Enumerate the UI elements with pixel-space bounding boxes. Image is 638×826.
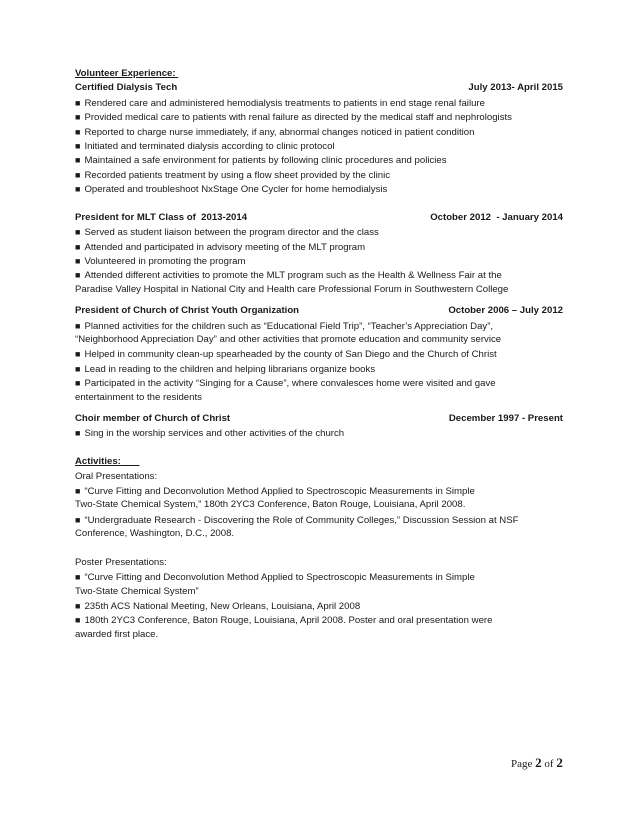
bullet-icon: ■ bbox=[75, 184, 81, 195]
bullet-icon: ■ bbox=[75, 241, 81, 252]
bullet-item: ■ Maintained a safe environment for patients by following clinic procedures and policies bbox=[75, 155, 447, 167]
entry-title: Choir member of Church of Christ bbox=[75, 412, 231, 424]
of-word: of bbox=[544, 758, 554, 770]
bullet-item: ■ “Curve Fitting and Deconvolution Method Applied to Spectroscopic Measurements in Simple bbox=[75, 485, 475, 497]
entry-dates: December 1997 - Present bbox=[448, 412, 563, 424]
bullet-item: ■ Helped in community clean-up spearheaded by the county of San Diego and the Church of Christ bbox=[75, 349, 497, 361]
bullet-continuation: awarded first place. bbox=[75, 628, 159, 640]
bullet-icon: ■ bbox=[75, 378, 81, 389]
entry-dates: July 2013- April 2015 bbox=[468, 82, 563, 94]
entry-header bbox=[75, 304, 563, 318]
bullet-item: ■ Attended and participated in advisory meeting of the MLT program bbox=[75, 241, 366, 253]
bullet-item: ■ 235th ACS National Meeting, New Orleans, Louisiana, April 2008 bbox=[75, 601, 361, 613]
bullet-item: ■ Participated in the activity “Singing for a Cause”, where convalesces home were visited and gave bbox=[75, 378, 496, 390]
bullet-icon: ■ bbox=[75, 514, 81, 525]
bullet-item: ■ “Undergraduate Research - Discovering the Role of Community Colleges,” Discussion Session at NSF bbox=[75, 514, 519, 526]
bullet-icon: ■ bbox=[75, 155, 81, 166]
bullet-icon: ■ bbox=[75, 97, 81, 108]
oral-presentations-label: Oral Presentations: bbox=[75, 470, 158, 482]
bullet-item: ■ Served as student liaison between the program director and the class bbox=[75, 227, 379, 239]
bullet-item: ■ Operated and troubleshoot NxStage One Cycler for home hemodialysis bbox=[75, 184, 388, 196]
bullet-item: ■ Rendered care and administered hemodialysis treatments to patients in end stage renal failure bbox=[75, 97, 485, 109]
bullet-item: ■ Initiated and terminated dialysis according to clinic protocol bbox=[75, 140, 335, 152]
entry-dates: October 2006 – July 2012 bbox=[448, 305, 563, 317]
bullet-item: ■ Provided medical care to patients with renal failure as directed by the medical staff and nephrologists bbox=[75, 112, 512, 124]
bullet-icon: ■ bbox=[75, 126, 81, 137]
bullet-icon: ■ bbox=[75, 320, 81, 331]
page-content bbox=[75, 67, 563, 642]
volunteer-heading-text: Volunteer Experience: bbox=[75, 68, 176, 79]
spacer bbox=[75, 405, 563, 412]
bullet-icon: ■ bbox=[75, 485, 81, 496]
bullet-icon: ■ bbox=[75, 601, 81, 612]
current-page-number: 2 bbox=[535, 755, 542, 770]
entry-title: President for MLT Class of 2013-2014 bbox=[75, 211, 248, 223]
bullet-continuation: Paradise Valley Hospital in National City and Health care Professional Forum in Southwestern College bbox=[75, 283, 509, 295]
bullet-icon: ■ bbox=[75, 112, 81, 123]
bullet-item: ■ Recorded patients treatment by using a flow sheet provided by the clinic bbox=[75, 169, 391, 181]
entry-dates: October 2012 - January 2014 bbox=[430, 211, 563, 223]
bullet-item: ■ Volunteered in promoting the program bbox=[75, 256, 246, 268]
entry-header bbox=[75, 81, 563, 95]
bullet-icon: ■ bbox=[75, 615, 81, 626]
entry-header bbox=[75, 211, 563, 225]
bullet-item: ■ Reported to charge nurse immediately, if any, abnormal changes noticed in patient condition bbox=[75, 126, 475, 138]
spacer bbox=[75, 297, 563, 304]
spacer bbox=[75, 197, 563, 211]
volunteer-heading bbox=[75, 67, 563, 81]
bullet-icon: ■ bbox=[75, 256, 81, 267]
bullet-item: ■ “Curve Fitting and Deconvolution Method Applied to Spectroscopic Measurements in Simple bbox=[75, 572, 475, 584]
total-page-number: 2 bbox=[556, 755, 563, 770]
bullet-icon: ■ bbox=[75, 169, 81, 180]
entry-title: Certified Dialysis Tech bbox=[75, 82, 178, 94]
bullet-item: ■ Sing in the worship services and other activities of the church bbox=[75, 428, 345, 440]
bullet-icon: ■ bbox=[75, 363, 81, 374]
bullet-item: ■ Lead in reading to the children and helping librarians organize books bbox=[75, 363, 376, 375]
poster-presentations-label: Poster Presentations: bbox=[75, 556, 167, 568]
bullet-icon: ■ bbox=[75, 227, 81, 238]
bullet-icon: ■ bbox=[75, 270, 81, 281]
bullet-item: ■ Planned activities for the children such as “Educational Field Trip”, “Teacher’s Appreciation Day”, bbox=[75, 320, 494, 332]
spacer bbox=[75, 441, 563, 455]
bullet-item: ■ 180th 2YC3 Conference, Baton Rouge, Louisiana, April 2008. Poster and oral presentation were bbox=[75, 615, 493, 627]
bullet-item: ■ Attended different activities to promote the MLT program such as the Health & Wellness Fair at the bbox=[75, 270, 502, 282]
entry-title: President of Church of Christ Youth Organization bbox=[75, 305, 300, 317]
entry-header bbox=[75, 412, 563, 426]
bullet-icon: ■ bbox=[75, 572, 81, 583]
bullet-icon: ■ bbox=[75, 428, 81, 439]
page-number-footer bbox=[511, 756, 563, 771]
activities-heading bbox=[75, 455, 563, 469]
bullet-continuation: Two-State Chemical System,” 180th 2YC3 Conference, Baton Rouge, Louisiana, April 2008. bbox=[75, 499, 466, 511]
activities-heading-text: Activities: bbox=[75, 456, 121, 468]
spacer bbox=[75, 542, 563, 556]
bullet-icon: ■ bbox=[75, 349, 81, 360]
bullet-continuation: Two-State Chemical System” bbox=[75, 585, 199, 597]
bullet-continuation: Conference, Washington, D.C., 2008. bbox=[75, 528, 235, 540]
page-word: Page bbox=[511, 758, 533, 770]
bullet-continuation: entertainment to the residents bbox=[75, 391, 202, 403]
bullet-continuation: “Neighborhood Appreciation Day” and other activities that promote education and community service bbox=[75, 334, 502, 346]
bullet-icon: ■ bbox=[75, 140, 81, 151]
